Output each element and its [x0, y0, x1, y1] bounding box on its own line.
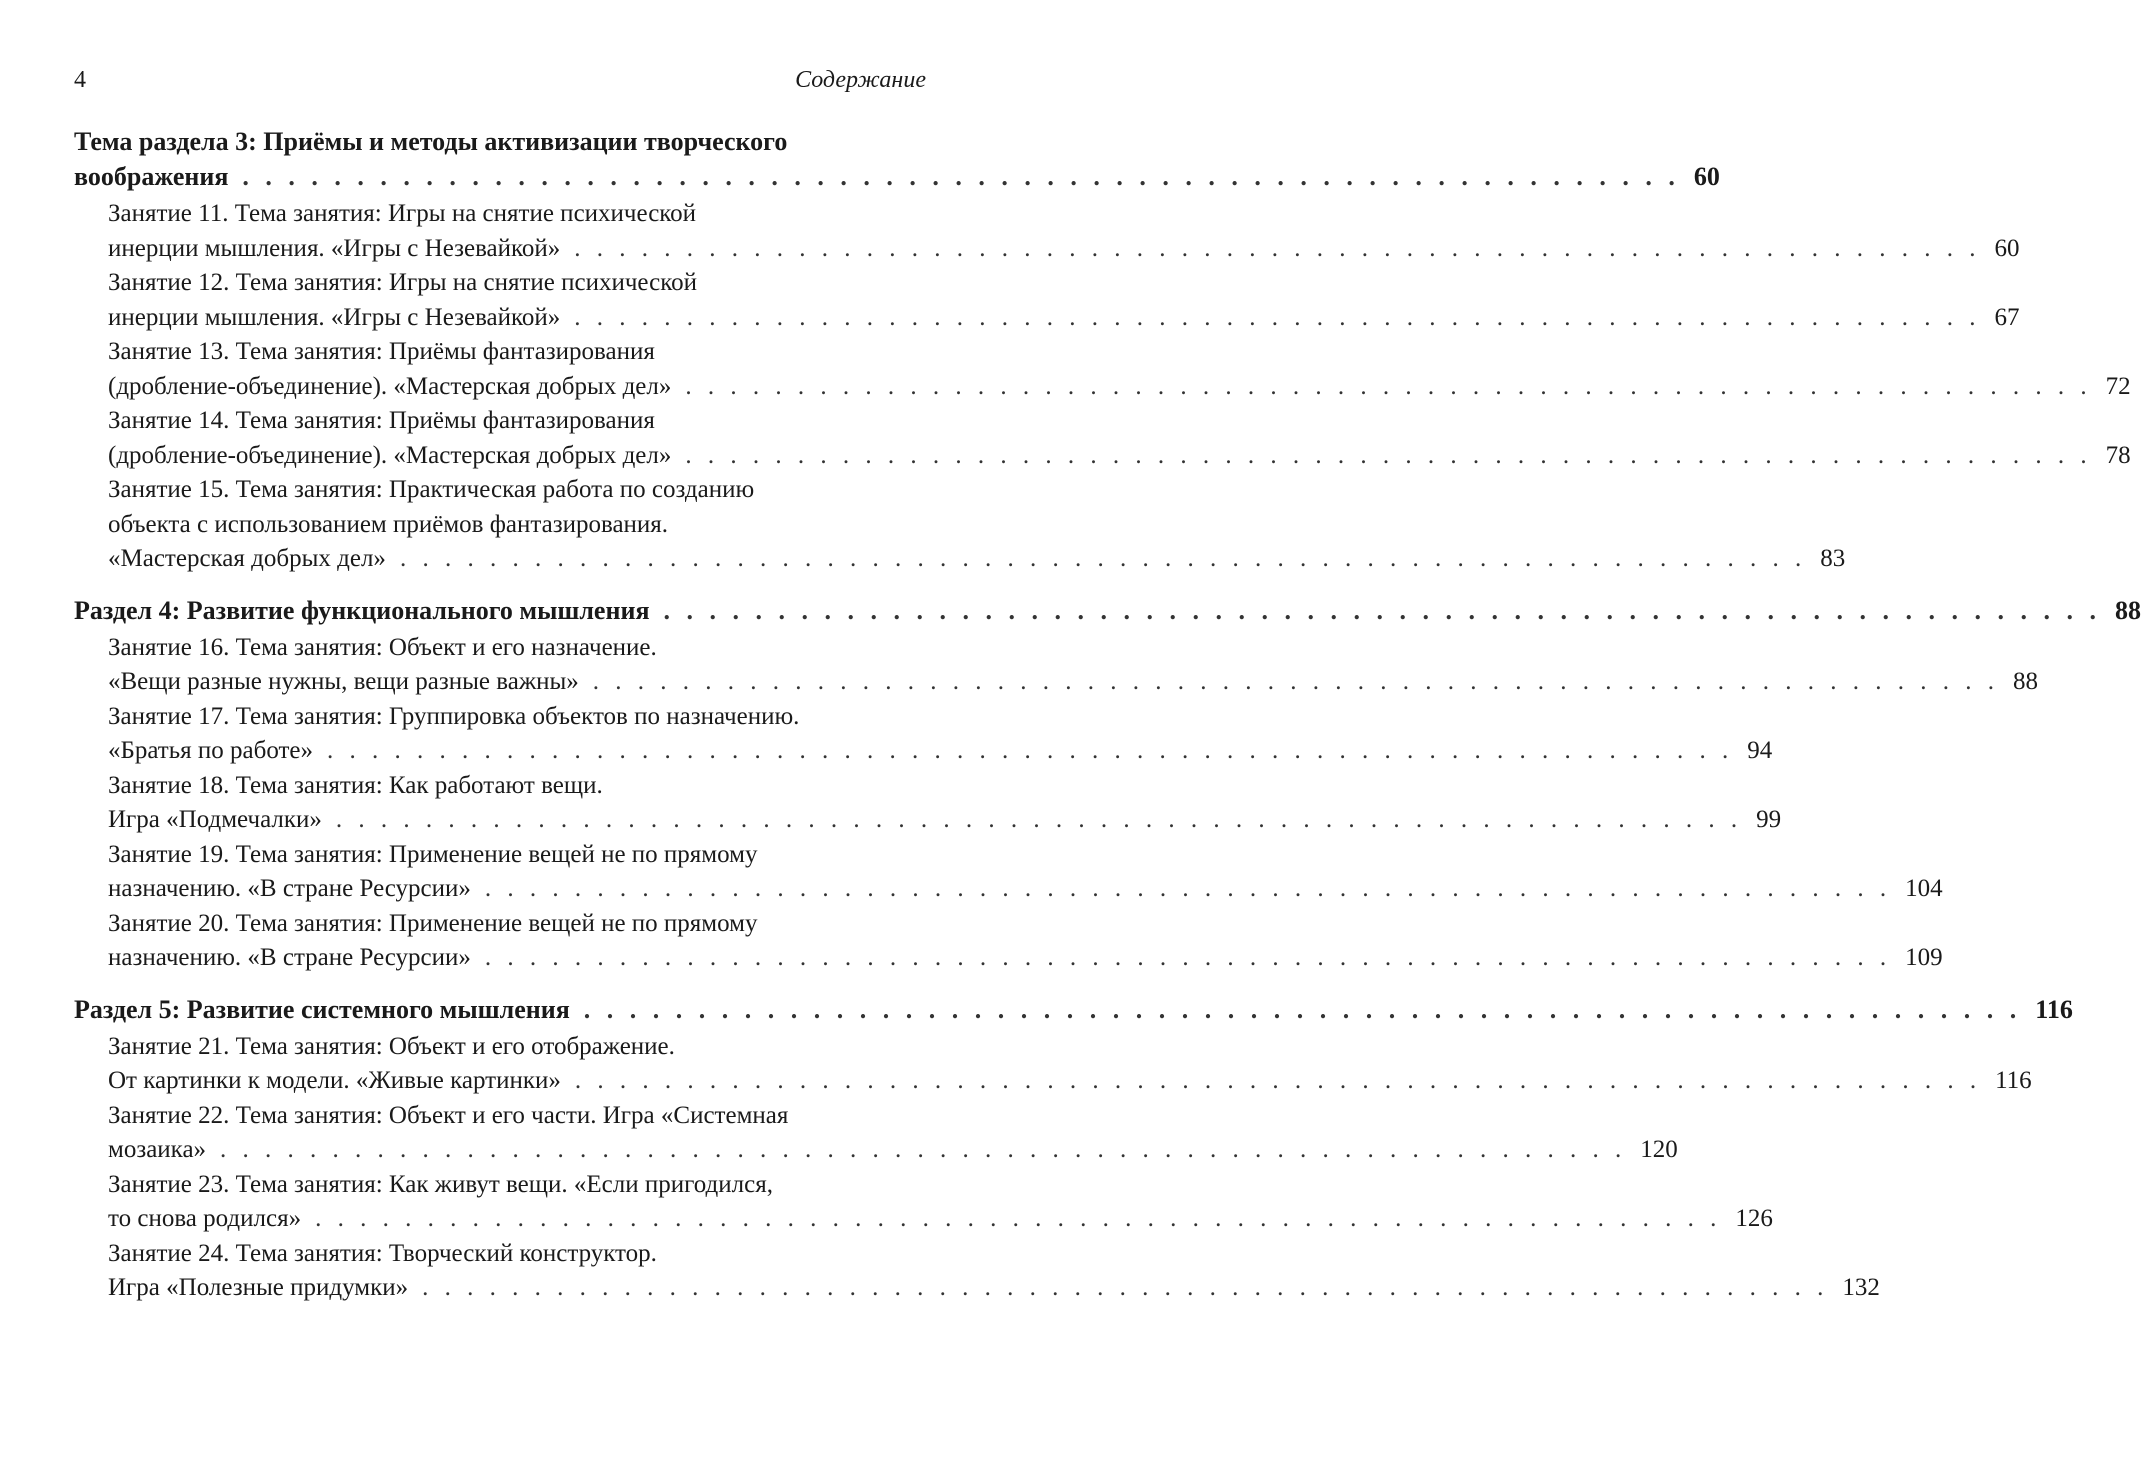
section-heading-line-with-page	[74, 593, 2141, 628]
entry-line-with-page	[108, 1133, 1678, 1168]
entry-line-with-page	[108, 665, 2039, 700]
page-ref[interactable]: 132	[1842, 1274, 1880, 1301]
section-heading[interactable]	[74, 992, 2073, 1027]
entry-line: инерции мышления. «Игры с Незевайкой»	[108, 234, 561, 262]
toc-entry[interactable]	[108, 907, 1943, 976]
dot-leader: . . . . . . . . . . . . . . . . . . . . . . . . . . . . . . . . . . . . . . . . . . . . . . . . . . . . . . . . . . . . . . .	[335, 806, 1743, 833]
page-ref[interactable]: 126	[1735, 1205, 1773, 1232]
section-heading-line-with-page	[74, 159, 1720, 194]
entry-line: Занятие 16. Тема занятия: Объект и его назначение.	[108, 633, 657, 661]
toc-entry[interactable]	[108, 266, 2020, 335]
entry-line-with-page	[108, 1064, 2032, 1099]
toc-entry[interactable]	[108, 1237, 1880, 1306]
toc-section	[74, 992, 2073, 1306]
page-ref[interactable]: 94	[1747, 737, 1773, 764]
page-ref[interactable]: 116	[1995, 1067, 2032, 1094]
entry-line-with-page	[108, 439, 2131, 474]
toc-section	[74, 593, 2141, 976]
toc-entry[interactable]	[108, 1168, 1773, 1237]
dot-leader: . . . . . . . . . . . . . . . . . . . . . . . . . . . . . . . . . . . . . . . . . . . . . . . . . . . . . . . . . . . . . . .	[399, 545, 1807, 572]
dot-leader: . . . . . . . . . . . . . . . . . . . . . . . . . . . . . . . . . . . . . . . . . . . . . . . . . . . . . . . . . . . . . . .	[574, 303, 1981, 331]
dot-leader: . . . . . . . . . . . . . . . . . . . . . . . . . . . . . . . . . . . . . . . . . . . . . . . . . . . . . . . . . . . . . . .	[220, 1136, 1627, 1163]
toc-entries	[74, 1030, 2032, 1306]
page-ref[interactable]: 67	[1994, 303, 2020, 331]
entry-line: От картинки к модели. «Живые картинки»	[108, 1067, 561, 1094]
entry-line: назначению. «В стране Ресурсии»	[108, 875, 471, 902]
dot-leader: . . . . . . . . . . . . . . . . . . . . . . . . . . . . . . . . . . . . . . . . . . . . . . . . . . . . . . . . . . . . . . .	[484, 944, 1892, 971]
entry-line-with-page	[108, 232, 2020, 267]
page-ref[interactable]: 88	[2013, 668, 2039, 695]
entry-line-with-page	[108, 542, 1846, 577]
entry-line: Игра «Полезные придумки»	[108, 1274, 409, 1301]
dot-leader: . . . . . . . . . . . . . . . . . . . . . . . . . . . . . . . . . . . . . . . . . . . . . . . . . . . . . . . . . . . . . . .	[574, 1067, 1982, 1094]
page-ref[interactable]: 83	[1820, 545, 1846, 572]
dot-leader: . . . . . . . . . . . . . . . . . . . . . . . . . . . . . . . . . . . . . . . . . . . . . . . . . . . . . . . . . . . . . . .	[484, 875, 1892, 902]
entry-line: Занятие 15. Тема занятия: Практическая работа по созданию	[108, 476, 755, 503]
table-of-contents	[74, 124, 2141, 1322]
entry-line-with-page	[108, 872, 1943, 907]
dot-leader: . . . . . . . . . . . . . . . . . . . . . . . . . . . . . . . . . . . . . . . . . . . . . . . . . . . . . . . . . . . . . . .	[242, 162, 1680, 191]
page-ref[interactable]: 104	[1905, 875, 1943, 902]
page-ref[interactable]: 72	[2105, 372, 2131, 400]
toc-entry[interactable]	[108, 1030, 2032, 1099]
toc-entries	[74, 197, 2131, 577]
dot-leader: . . . . . . . . . . . . . . . . . . . . . . . . . . . . . . . . . . . . . . . . . . . . . . . . . . . . . . . . . . . . . . .	[685, 441, 2092, 469]
entry-line-with-page	[108, 734, 1773, 769]
dot-leader: . . . . . . . . . . . . . . . . . . . . . . . . . . . . . . . . . . . . . . . . . . . . . . . . . . . . . . . . . . . . . . .	[685, 372, 2092, 400]
dot-leader: . . . . . . . . . . . . . . . . . . . . . . . . . . . . . . . . . . . . . . . . . . . . . . . . . . . . . . . . . . . . . . .	[663, 595, 2102, 625]
entry-line: Занятие 13. Тема занятия: Приёмы фантазирования	[108, 338, 655, 365]
entry-line: Занятие 18. Тема занятия: Как работают вещи.	[108, 771, 603, 799]
page-ref[interactable]: 78	[2105, 441, 2131, 469]
entry-line: то снова родился»	[108, 1205, 302, 1232]
entry-line: Занятие 21. Тема занятия: Объект и его отображение.	[108, 1032, 675, 1060]
toc-entry[interactable]	[108, 631, 2039, 700]
entry-line: «Мастерская добрых дел»	[108, 545, 386, 572]
entry-line: «Братья по работе»	[108, 737, 314, 764]
entry-line: назначению. «В стране Ресурсии»	[108, 944, 471, 971]
section-heading-line-with-page	[74, 992, 2073, 1027]
section-heading[interactable]	[74, 124, 1720, 194]
toc-entry[interactable]	[108, 769, 1782, 838]
entry-line: объекта с использованием приёмов фантазирования.	[108, 510, 669, 538]
dot-leader: . . . . . . . . . . . . . . . . . . . . . . . . . . . . . . . . . . . . . . . . . . . . . . . . . . . . . . . . . . . . . . .	[592, 668, 2000, 695]
entry-line: Занятие 17. Тема занятия: Группировка объектов по назначению.	[108, 702, 800, 730]
page-ref[interactable]: 116	[2035, 994, 2073, 1024]
page-ref[interactable]: 88	[2115, 595, 2141, 625]
entry-line: инерции мышления. «Игры с Незевайкой»	[108, 303, 561, 331]
toc-entry[interactable]	[108, 838, 1943, 907]
entry-line-with-page	[108, 803, 1782, 838]
toc-entry[interactable]	[108, 197, 2020, 266]
entry-line: Занятие 12. Тема занятия: Игры на снятие психической	[108, 269, 697, 296]
entry-line-with-page	[108, 301, 2020, 336]
entry-line: Занятие 22. Тема занятия: Объект и его части. Игра «Системная	[108, 1101, 789, 1129]
section-heading-line: Тема раздела 3: Приёмы и методы активизации творческого	[74, 127, 788, 156]
entry-line: Занятие 24. Тема занятия: Творческий конструктор.	[108, 1239, 657, 1267]
dot-leader: . . . . . . . . . . . . . . . . . . . . . . . . . . . . . . . . . . . . . . . . . . . . . . . . . . . . . . . . . . . . . . .	[315, 1205, 1722, 1232]
toc-entry[interactable]	[108, 335, 2131, 404]
toc-entry[interactable]	[108, 404, 2131, 473]
entry-line-with-page	[108, 1202, 1773, 1237]
toc-entry[interactable]	[108, 473, 1846, 577]
dot-leader: . . . . . . . . . . . . . . . . . . . . . . . . . . . . . . . . . . . . . . . . . . . . . . . . . . . . . . . . . . . . . . .	[327, 737, 1734, 764]
entry-line: Занятие 14. Тема занятия: Приёмы фантазирования	[108, 407, 655, 434]
entry-line: Занятие 20. Тема занятия: Применение вещей не по прямому	[108, 909, 758, 937]
entry-line: Игра «Подмечалки»	[108, 806, 322, 833]
entry-line-with-page	[108, 1271, 1880, 1306]
dot-leader: . . . . . . . . . . . . . . . . . . . . . . . . . . . . . . . . . . . . . . . . . . . . . . . . . . . . . . . . . . . . . . .	[583, 994, 2022, 1024]
section-heading-line: воображения	[74, 162, 229, 191]
page-ref[interactable]: 120	[1640, 1136, 1678, 1163]
page-ref[interactable]: 60	[1994, 234, 2020, 262]
entry-line: Занятие 19. Тема занятия: Применение вещей не по прямому	[108, 840, 758, 868]
page-ref[interactable]: 99	[1756, 806, 1782, 833]
toc-entries	[74, 631, 2039, 976]
page-ref[interactable]: 60	[1693, 162, 1720, 191]
section-heading[interactable]	[74, 593, 2141, 628]
section-heading-line: Раздел 5: Развитие системного мышления	[74, 994, 570, 1024]
toc-entry[interactable]	[108, 700, 1773, 769]
page-number: 4	[74, 67, 86, 93]
entry-line: мозаика»	[108, 1136, 207, 1163]
dot-leader: . . . . . . . . . . . . . . . . . . . . . . . . . . . . . . . . . . . . . . . . . . . . . . . . . . . . . . . . . . . . . . .	[574, 234, 1981, 262]
toc-entry[interactable]	[108, 1099, 1678, 1168]
toc-section	[74, 124, 2131, 577]
entry-line: (дробление-объединение). «Мастерская добрых дел»	[108, 372, 672, 400]
entry-line: Занятие 11. Тема занятия: Игры на снятие психической	[108, 200, 697, 227]
entry-line: Занятие 23. Тема занятия: Как живут вещи. «Если пригодился,	[108, 1170, 773, 1198]
dot-leader: . . . . . . . . . . . . . . . . . . . . . . . . . . . . . . . . . . . . . . . . . . . . . . . . . . . . . . . . . . . . . . .	[422, 1274, 1829, 1301]
entry-line-with-page	[108, 370, 2131, 405]
section-heading-line: Раздел 4: Развитие функционального мышления	[74, 595, 650, 625]
running-head: Содержание	[795, 67, 926, 93]
entry-line: «Вещи разные нужны, вещи разные важны»	[108, 668, 579, 695]
entry-line-with-page	[108, 941, 1943, 976]
entry-line: (дробление-объединение). «Мастерская добрых дел»	[108, 441, 672, 469]
page-ref[interactable]: 109	[1905, 944, 1943, 971]
